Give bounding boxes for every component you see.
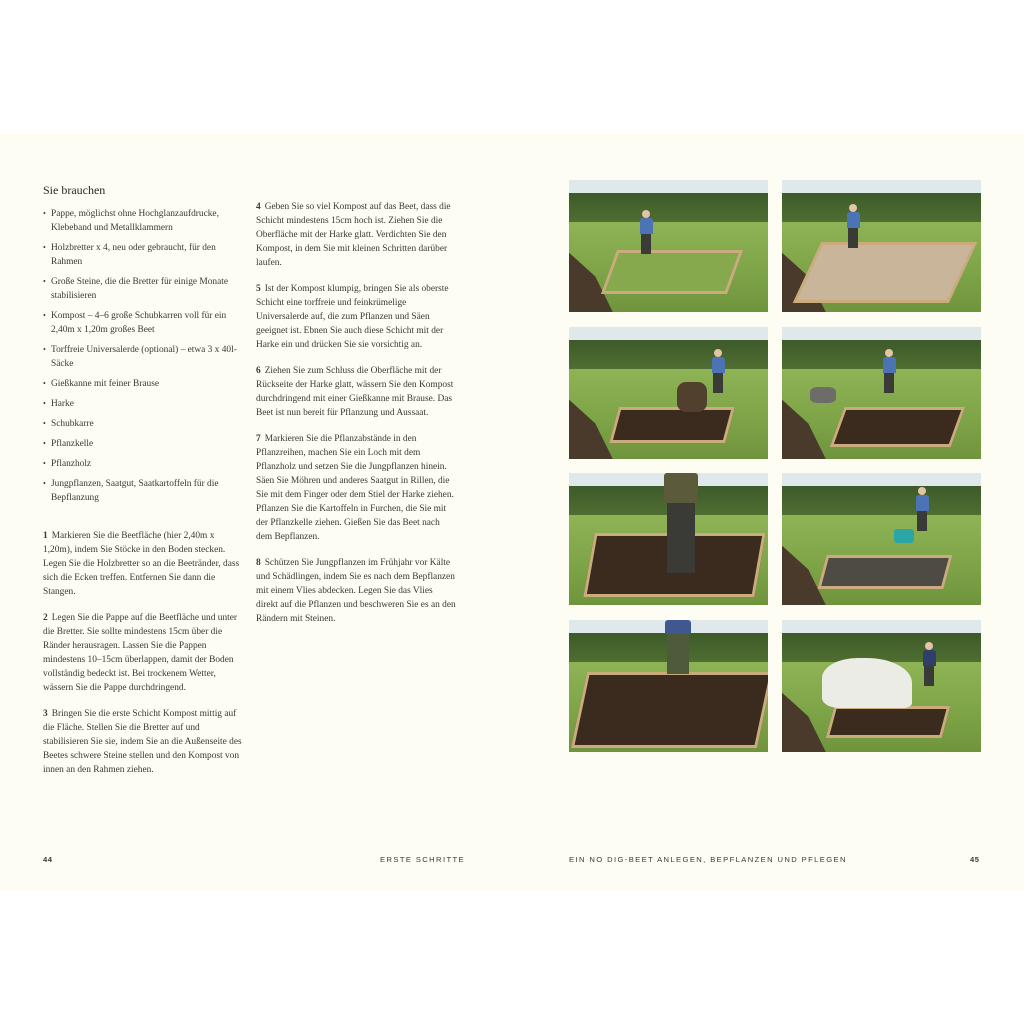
step-paragraph [256,282,456,352]
step-number: 6 [256,366,261,376]
supplies-list [43,207,243,505]
running-head-left: ERSTE SCHRITTE [380,855,465,864]
step-text: Markieren Sie die Beetfläche (hier 2,40m x 1,20m), indem Sie Stöcke in den Boden stecken. Legen Sie die Holzbretter so an die Beetränder, dass sich die Ecken treffen. Entfernen Sie dann die Stangen. [43,531,240,597]
middle-column [256,200,456,638]
step-number: 5 [256,284,261,294]
step-text: Legen Sie die Pappe auf die Beetfläche und unter die Bretter. Sie sollte mindestens 15cm über die Ränder herausragen. Lassen Sie die Pappen mindestens 10–15cm überlappen, damit der Boden vollständig bedeckt ist. Bei trockenem Wetter, wässern Sie die Pappe durchdringend. [43,613,238,693]
step-text: Geben Sie so viel Kompost auf das Beet, dass die Schicht mindestens 15cm hoch ist. Ziehen Sie die Oberfläche mit der Harke glatt. Verdichten Sie den Kompost, in dem Sie mit kleinen Schritten darüber laufen. [256,202,451,268]
running-head-right: EIN NO DIG-BEET ANLEGEN, BEPFLANZEN UND PFLEGEN [569,855,847,864]
step-number: 4 [256,202,261,212]
photo-treading [569,473,768,605]
supply-item: • Jungpflanzen, Saatgut, Saatkartoffeln für die Bepflanzung [43,477,243,505]
step-text: Ist der Kompost klumpig, bringen Sie als oberste Schicht eine torffreie und feinkrümelige Universalerde auf, die zum Pflanzen und Säen geeignet ist. Ebnen Sie auch diese Schicht mit der Harke ein und drücken Sie sie vorsichtig an. [256,284,449,350]
page-number-right: 45 [970,855,980,864]
step-paragraph [256,200,456,270]
step-number: 7 [256,434,261,444]
supply-item: • Kompost – 4–6 große Schubkarren voll für ein 2,40m x 1,20m großes Beet [43,309,243,337]
step-text: Bringen Sie die erste Schicht Kompost mittig auf die Fläche. Stellen Sie die Bretter auf und stabilisieren Sie sie, indem Sie an die Außenseite des Beetes schwere Steine stellen und den Kompost von innen an den Rahmen ziehen. [43,709,242,775]
step-paragraph [256,364,456,420]
step-text: Schützen Sie Jungpflanzen im Frühjahr vor Kälte und Schädlingen, indem Sie es nach dem Bepflanzen mit einem Vlies abdecken. Legen Sie das Vlies direkt auf die Pflanzen und beschweren Sie es an den Rändern mit Steinen. [256,558,456,624]
photo-cardboard [782,180,981,312]
supply-item: • Harke [43,397,243,411]
book-spread [0,133,1024,891]
step-number: 8 [256,558,261,568]
step-paragraph [43,707,243,777]
photo-fleece [782,620,981,752]
step-paragraph [43,529,243,599]
supply-item: • Gießkanne mit feiner Brause [43,377,243,391]
supply-item: • Pflanzholz [43,457,243,471]
step-number: 2 [43,613,48,623]
photo-wheelbarrow [569,327,768,459]
supply-item: • Große Steine, die die Bretter für einige Monate stabilisieren [43,275,243,303]
supply-item: • Holzbretter x 4, neu oder gebraucht, für den Rahmen [43,241,243,269]
step-number: 1 [43,531,48,541]
photo-raking [782,327,981,459]
step-paragraph [43,611,243,695]
supply-item: • Pappe, möglichst ohne Hochglanzaufdrucke, Klebeband und Metallklammern [43,207,243,235]
photo-grid [569,180,982,753]
photo-watering [782,473,981,605]
photo-frame-marking [569,180,768,312]
step-paragraph [256,432,456,544]
step-paragraph [256,556,456,626]
step-number: 3 [43,709,48,719]
page-number-left: 44 [43,855,53,864]
step-text: Ziehen Sie zum Schluss die Oberfläche mit der Rückseite der Harke glatt, wässern Sie den Kompost durchdringend mit einer Gießkanne mit Brause. Das Beet ist nun bereit für Pflanzung und Aussaat. [256,366,454,418]
supply-item: • Pflanzkelle [43,437,243,451]
step-text: Markieren Sie die Pflanzabstände in den Pflanzreihen, machen Sie ein Loch mit dem Pflanzholz und setzen Sie die Jungpflanzen hinein. Säen Sie Möhren und anderes Saatgut in Rillen, die Sie mit dem Finger oder dem Stiel der Harke ziehen. Pflanzen Sie die Kartoffeln in Furchen, die Sie mit der Pflanzkelle ziehen. Gießen Sie das Beet nach dem Bepflanzen. [256,434,454,542]
photo-planting [569,620,768,752]
left-steps [43,529,243,777]
supplies-heading: Sie brauchen [43,183,106,197]
supply-item: • Schubkarre [43,417,243,431]
left-column [43,182,243,789]
supply-item: • Torffreie Universalerde (optional) – etwa 3 x 40l-Säcke [43,343,243,371]
